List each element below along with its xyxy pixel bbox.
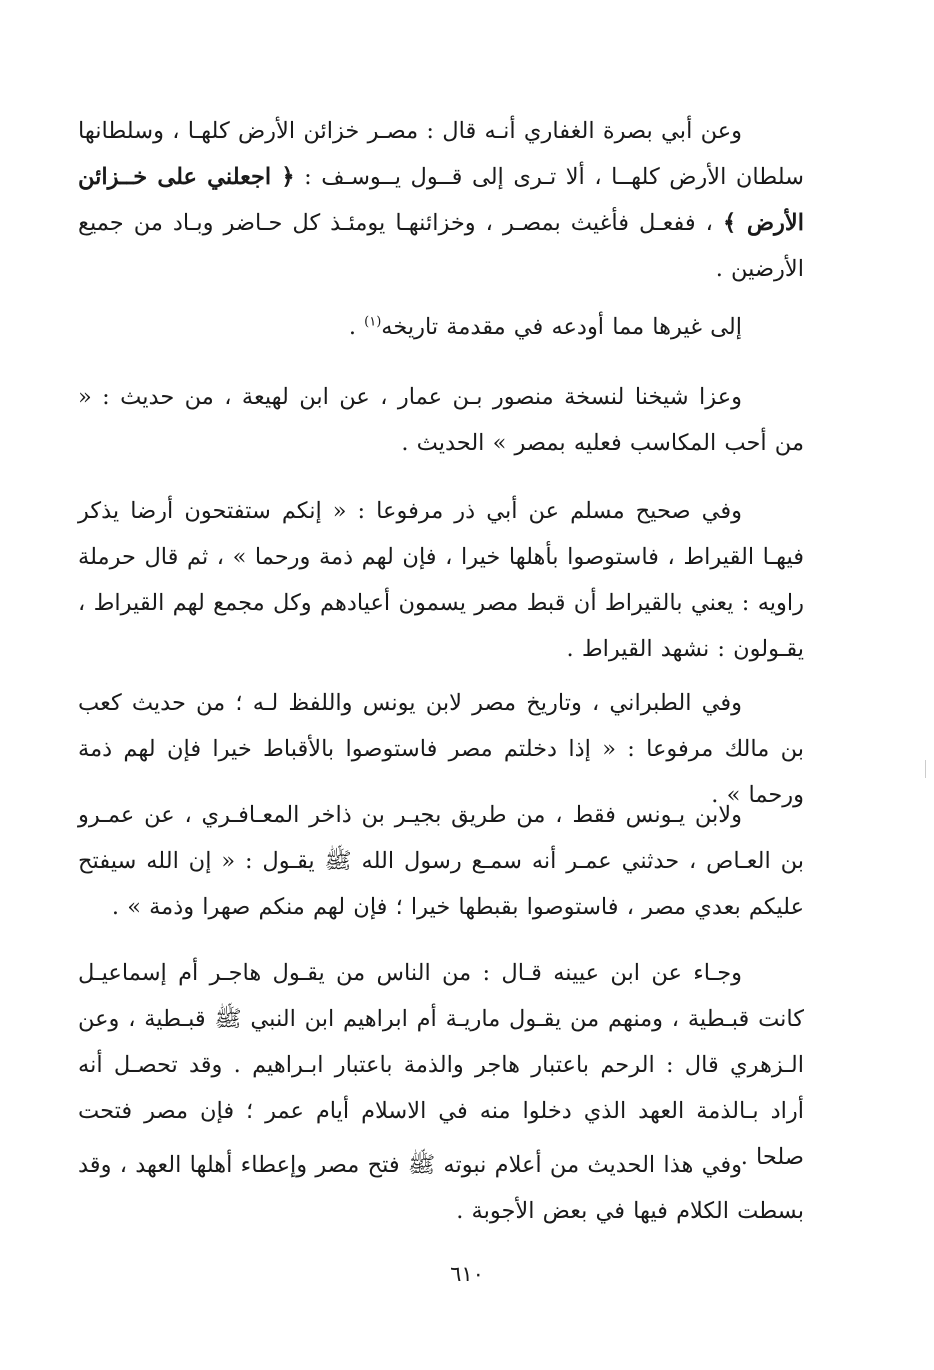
- paragraph-text: وفي الطبراني ، وتاريخ مصر لابن يونس واللفظ لـه ؛ من حديث كعب بن مالك مرفوعا : « إذا دخلتم مصر فاستوصوا بالأقباط خيرا فإن لهم ذمة ورحما » .: [78, 690, 804, 808]
- scan-mark: [925, 760, 926, 778]
- paragraph-2: [78, 304, 804, 350]
- paragraph-text: ولابن يـونس فقط ، من طريق بجيـر بن ذاخر المعـافـري ، عن عمـرو بن العـاص ، حدثني عمـر أنه سمـع رسول الله ﷺ يقـول : « إن الله سيفتح عليكم بعدي مصر ، فاستوصوا بقبطها خيرا ؛ فإن لهم منكم صهرا وذمة » .: [78, 802, 804, 920]
- paragraph-text: وجـاء عن ابن عيينه قـال : من الناس من يقـول هاجـر أم إسماعيـل كانت قبـطية ، ومنهم من يقـول ماريـة أم ابراهيم ابن النبي ﷺ قبـطية ، وعن الـزهري قال : الرحم باعتبار هاجر والذمة باعتبار ابـراهيم . وقد تحصـل أنه أراد بـالذمة العهد الذي دخلوا منه في الاسلام أيام عمر ؛ فإن مصر فتحت صلحا .: [78, 960, 804, 1170]
- text-run: إلى غيرها مما أودعه في مقدمة تاريخه: [381, 314, 742, 340]
- paragraph-4: [78, 488, 804, 672]
- text-run: .: [348, 314, 365, 340]
- paragraph-1: [78, 108, 804, 292]
- page-number: ٦١٠: [450, 1262, 484, 1286]
- text-run: ، ففعـل فأغيث بمصـر ، وخزائنهـا يومئـذ كل حـاضر وبـاد من جميع الأرضين .: [78, 210, 804, 282]
- paragraph-8: [78, 1142, 804, 1234]
- paragraph-text: [78, 304, 804, 350]
- paragraph-6: [78, 792, 804, 930]
- paragraph-text: [78, 108, 804, 292]
- paragraph-text: وفي صحيح مسلم عن أبي ذر مرفوعا : « إنكم ستفتحون أرضا يذكر فيهـا القيراط ، فاستوصوا بأهلها خيرا ، فإن لهم ذمة ورحما » ، ثم قال حرملة راويه : يعني بالقيراط أن قبط مصر يسمون أعيادهم وكل مجمع لهم القيراط ، يقـولون : نشهد القيراط .: [78, 498, 805, 662]
- footnote-marker[interactable]: (١): [364, 314, 382, 330]
- paragraph-text: وعزا شيخنا لنسخة منصور بـن عمار ، عن ابن لهيعة ، من حديث : « من أحب المكاسب فعليه بمصر » الحديث .: [78, 384, 804, 456]
- text-run: وعن أبي بصرة الغفاري أنـه قال : مصـر خزائن الأرض كلهـا ، وسلطانها سلطان الأرض كلهــا ، ألا تـرى إلى قــول يــوسـف :: [78, 118, 805, 190]
- quran-quote: ﴿ اجعلني على خــزائن الأرض ﴾: [78, 164, 805, 236]
- paragraph-text: وفي هذا الحديث من أعلام نبوته ﷺ فتح مصر وإعطاء أهلها العهد ، وقد بسطت الكلام فيها في بعض الأجوبة .: [78, 1152, 804, 1224]
- paragraph-3: [78, 374, 804, 466]
